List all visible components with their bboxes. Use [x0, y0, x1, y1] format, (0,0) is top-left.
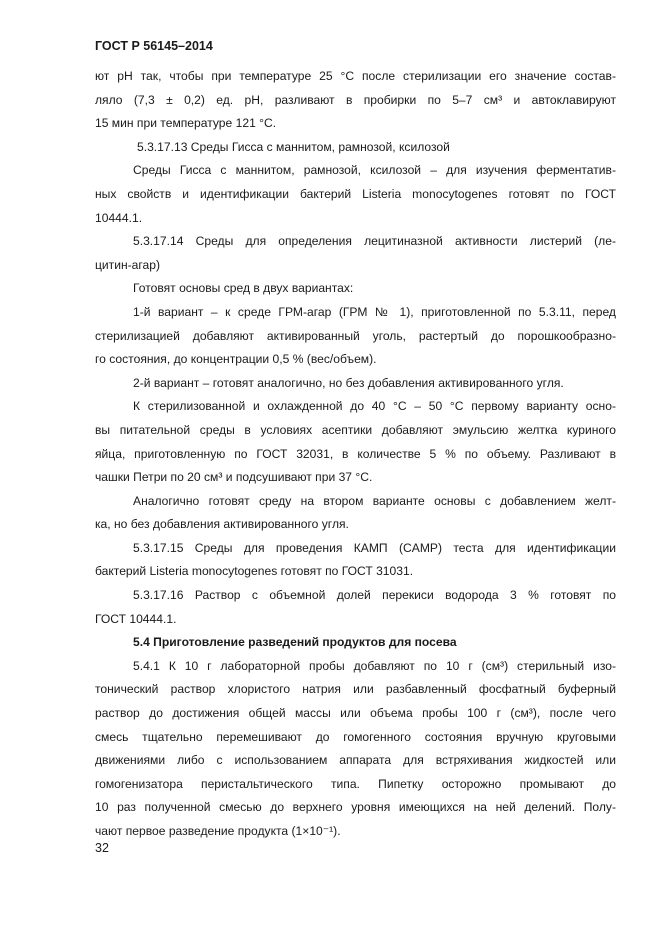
text-line: 10 раз полученной смесью до верхнего уровня имеющихся на ней делений. Полу- [95, 800, 616, 815]
text-line: ка, но без добавления активированного угля. [95, 517, 349, 532]
document-body [95, 65, 616, 844]
text-line: вы питательной среды в условиях асептики добавляют эмульсию желтка куриного [95, 422, 616, 437]
text-line: 5.3.17.16 Раствор с объемной долей перекиси водорода 3 % готовят по [133, 588, 616, 603]
text-line: 1-й вариант – к среде ГРМ-агар (ГРМ № 1), приготовленной по 5.3.11, перед [133, 304, 616, 319]
text-line: гомогенизатора перистальтического типа. Пипетку осторожно промывают до [95, 776, 616, 791]
text-line: тонический раствор хлористого натрия или разбавленный фосфатный буферный [95, 682, 616, 697]
text-line: го состояния, до концентрации 0,5 % (вес/объем). [95, 352, 377, 367]
text-line: 5.4 Приготовление разведений продуктов для посева [133, 635, 457, 650]
text-line: движениями либо с использованием аппарата для встряхивания жидкостей или [95, 753, 616, 768]
text-line: ют pH так, чтобы при температуре 25 °С после стерилизации его значение состав- [95, 69, 616, 83]
text-line: 5.3.17.13 Среды Гисса с маннитом, рамнозой, ксилозой [137, 139, 450, 154]
text-line: Аналогично готовят среду на втором варианте основы с добавлением желт- [133, 493, 616, 508]
text-line: чают первое разведение продукта (1×10⁻¹). [95, 824, 341, 838]
text-line: Среды Гисса с маннитом, рамнозой, ксилозой – для изучения ферментатив- [133, 163, 616, 178]
text-line: ляло (7,3 ± 0,2) ед. pH, разливают в пробирки по 5–7 см³ и автоклавируют [95, 92, 616, 107]
document-header: ГОСТ Р 56145–2014 [95, 39, 213, 53]
page-number: 32 [95, 841, 109, 855]
text-line: 5.3.17.15 Среды для проведения КАМП (CAMP) теста для идентификации [133, 540, 616, 555]
text-line: 2-й вариант – готовят аналогично, но без добавления активированного угля. [133, 375, 564, 390]
text-line: яйца, приготовленную по ГОСТ 32031, в количестве 5 % по объему. Разливают в [95, 446, 616, 461]
text-line: 10444.1. [95, 210, 143, 225]
text-line: 5.3.17.14 Среды для определения лецитиназной активности листерий (ле- [133, 234, 616, 249]
text-line: ных свойств и идентификации бактерий Listeria monocytogenes готовят по ГОСТ [95, 186, 616, 201]
text-line: смесь тщательно перемешивают до гомогенного состояния вручную круговыми [95, 729, 616, 744]
text-line: стерилизацией добавляют активированный уголь, растертый до порошкообразно- [95, 328, 616, 343]
text-line: бактерий Listeria monocytogenes готовят по ГОСТ 31031. [95, 564, 414, 579]
text-line: цитин-агар) [95, 257, 161, 272]
text-line: 15 мин при температуре 121 °С. [95, 116, 277, 131]
text-line: К стерилизованной и охлажденной до 40 °С – 50 °С первому варианту осно- [133, 399, 616, 414]
text-line: ГОСТ 10444.1. [95, 611, 177, 626]
text-line: Готовят основы сред в двух вариантах: [133, 281, 354, 296]
text-line: чашки Петри по 20 см³ и подсушивают при 37 °С. [95, 470, 373, 485]
text-line: 5.4.1 К 10 г лабораторной пробы добавляют по 10 г (см³) стерильный изо- [133, 658, 616, 673]
text-line: раствор до достижения общей массы или объема пробы 100 г (см³), после чего [95, 706, 616, 721]
